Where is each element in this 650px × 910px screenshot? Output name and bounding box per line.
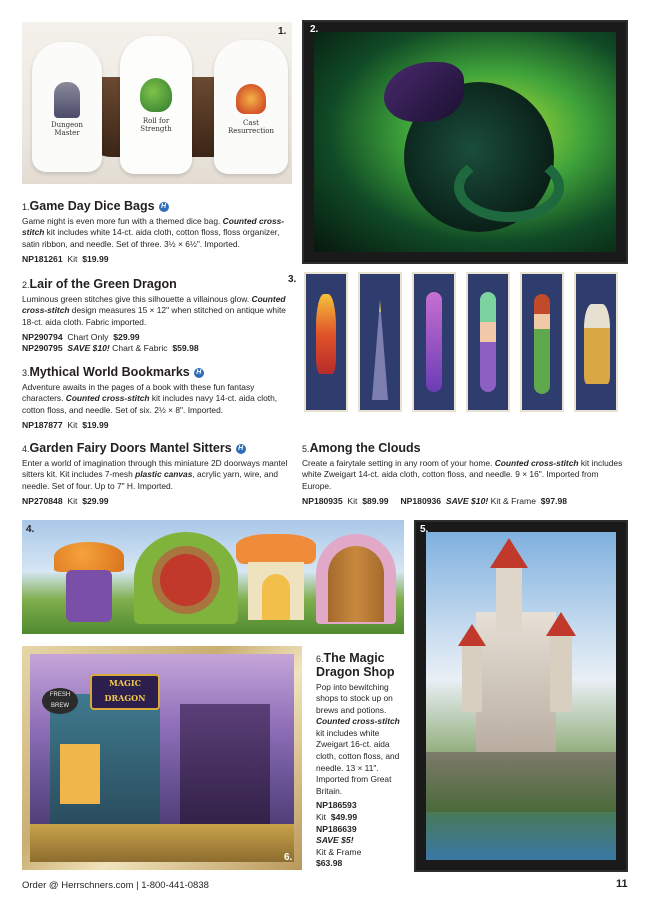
product-title: 4.Garden Fairy Doors Mantel Sitters H <box>22 442 304 456</box>
product-title: 2.Lair of the Green Dragon <box>22 277 177 291</box>
product-sku-line: NP181261 Kit $19.99 <box>22 253 109 264</box>
product-description: Game night is even more fun with a themed dice bag. Counted cross-stitch kit includes white 14-ct. aida cloth, cotton floss, floss organizer, satin ribbon, and needle. Set of three. 3½ × 6½". Imported. <box>22 215 285 249</box>
shop-sign-text: MAGIC <box>108 678 141 688</box>
product-sku-line: NP180935 Kit $89.99 NP180936 SAVE $10! Kit & Frame $97.98 <box>302 495 568 506</box>
dice-bag-roll-for-strength: Roll for Strength <box>120 36 192 174</box>
product-game-day-dice-bags <box>22 200 294 265</box>
green-dragon-photo <box>302 20 628 264</box>
dice-bag-dungeon-master: Dungeon Master <box>32 42 102 172</box>
dice-bag-cast-resurrection: Cast Resurrection <box>214 40 288 174</box>
product-description: Adventure awaits in the pages of a book with these fun fantasy characters. Counted cross-stitch kit includes navy 14-ct. aida cloth, cotton floss, and needle. Set of six. 2½ × 8". Imported. <box>22 381 278 415</box>
bookmark-sea-dragon <box>412 272 456 412</box>
product-description: Enter a world of imagination through this miniature 2D doorways mantel sitters kit. Kit includes 7-mesh plastic canvas, acrylic yarn, wire, and needle. Set of four. Up to 7" H. Imported. <box>22 457 288 491</box>
product-sku-line: NP290794 Chart Only $29.99 <box>22 331 140 342</box>
product-sku-line: NP270848 Kit $29.99 <box>22 495 109 506</box>
photo-number: 2. <box>310 24 319 35</box>
product-description: Luminous green stitches give this silhouette a villainous glow. Counted cross-stitch design measures 15 × 12" when stitched on antique white 18-ct. aida cloth. Fabric imported. <box>22 293 286 327</box>
product-garden-fairy-doors <box>22 442 304 507</box>
photo-number: 3. <box>288 274 297 285</box>
castle-among-clouds-photo <box>414 520 628 872</box>
bookmark-phoenix <box>304 272 348 412</box>
product-sku-line: NP186593 Kit $49.99 <box>316 800 358 823</box>
orange-roof-door <box>236 534 316 622</box>
footer-contact[interactable]: Order @ Herrschners.com | 1-800-441-0838 <box>22 880 209 891</box>
product-title: 5.Among the Clouds <box>302 441 421 455</box>
magic-dragon-shop-photo: MAGIC DRAGON FRESH BREW 6. <box>22 646 302 870</box>
bookmark-fairy <box>520 272 564 412</box>
product-sku-line: NP186639 SAVE $5! Kit & Frame $63.98 <box>316 823 362 869</box>
fairy-doors-photo <box>22 520 404 634</box>
bookmark-wizard <box>358 272 402 412</box>
product-description: Create a fairytale setting in any room of your home. Counted cross-stitch kit includes white Zweigart 14-ct. aida cloth, cotton floss, and needle. 9 × 16". Imported from Europe. <box>302 457 623 491</box>
product-sku-line: NP290795 SAVE $10! Chart & Fabric $59.98 <box>22 343 199 354</box>
bookmark-griffin <box>574 272 618 412</box>
photo-number: 5. <box>420 524 429 535</box>
herrschners-exclusive-icon: H <box>194 368 204 378</box>
herrschners-exclusive-icon: H <box>159 202 169 212</box>
mushroom-house-door <box>54 542 124 622</box>
bookmarks-photo <box>290 272 630 422</box>
herrschners-exclusive-icon: H <box>236 444 246 454</box>
arched-wood-door <box>316 534 396 624</box>
dice-bags-photo <box>22 22 292 184</box>
product-description: Pop into bewitching shops to stock up on brews and potions. Counted cross-stitch kit includes white Zweigart 16-ct. aida cloth, cotton floss, and needle. 13 × 11". Imported from Great Britain. <box>316 681 400 796</box>
product-title: 1.Game Day Dice Bags H <box>22 200 294 214</box>
photo-number: 4. <box>26 524 35 535</box>
product-mythical-bookmarks <box>22 366 294 431</box>
product-title: 3.Mythical World Bookmarks H <box>22 366 294 380</box>
product-magic-dragon-shop <box>316 652 402 870</box>
round-red-door <box>134 532 238 624</box>
product-title: 6.The Magic Dragon Shop <box>316 651 395 679</box>
product-lair-green-dragon <box>22 278 294 355</box>
photo-number: 6. <box>284 852 293 863</box>
product-sku-line: NP187877 Kit $19.99 <box>22 419 109 430</box>
product-among-the-clouds <box>302 442 630 507</box>
page-number: 11 <box>616 878 628 890</box>
photo-number: 1. <box>278 26 287 37</box>
bookmark-mermaid <box>466 272 510 412</box>
